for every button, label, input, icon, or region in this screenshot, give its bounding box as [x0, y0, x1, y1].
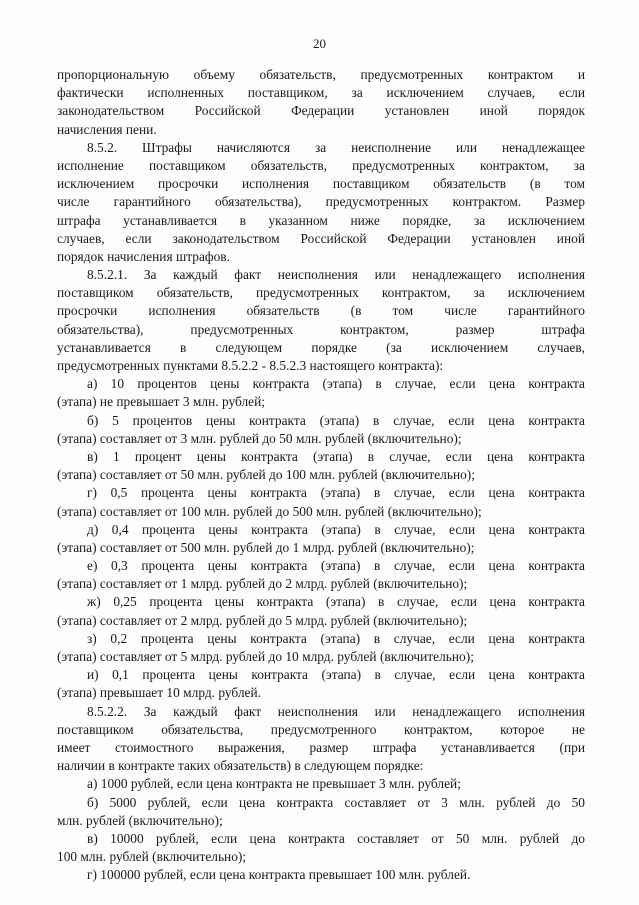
text-line: г) 100000 рублей, если цена контракта превышает 100 млн. рублей.: [87, 867, 471, 883]
text-line: 8.5.2.1. За каждый факт неисполнения или ненадлежащего исполнения: [87, 267, 585, 283]
text-line: имеет стоимостного выражения, размер штрафа устанавливается (при: [57, 739, 585, 755]
page-number: 20: [313, 36, 326, 51]
text-line: поставщиком обязательства, предусмотренного контрактом, которое не: [57, 721, 585, 737]
text-line: д) 0,4 процента цены контракта (этапа) в случае, если цена контракта: [87, 521, 585, 537]
text-line: (этапа) составляет от 500 млн. рублей до 1 млрд. рублей (включительно);: [57, 539, 475, 555]
text-line: (этапа) не превышает 3 млн. рублей;: [57, 394, 265, 410]
text-line: 100 млн. рублей (включительно);: [57, 849, 247, 865]
text-line: г) 0,5 процента цены контракта (этапа) в случае, если цена контракта: [87, 485, 585, 501]
text-line: начисления пени.: [57, 121, 157, 137]
text-line: (этапа) составляет от 2 млрд. рублей до 5 млрд. рублей (включительно);: [57, 612, 468, 628]
text-line: (этапа) составляет от 1 млрд. рублей до 2 млрд. рублей (включительно);: [57, 576, 468, 592]
text-line: исполнение поставщиком обязательств, предусмотренных контрактом, за: [57, 157, 585, 173]
text-line: (этапа) составляет от 5 млрд. рублей до 10 млрд. рублей (включительно);: [57, 649, 474, 664]
text-line: пропорциональную объему обязательств, предусмотренных контрактом и: [57, 67, 585, 82]
text-line: и) 0,1 процента цены контракта (этапа) в случае, если цена контракта: [87, 667, 585, 683]
text-line: порядок начисления штрафов.: [57, 248, 230, 264]
document-body: [57, 66, 585, 884]
text-line: б) 5000 рублей, если цена контракта составляет от 3 млн. рублей до 50: [87, 794, 585, 810]
text-line: а) 10 процентов цены контракта (этапа) в случае, если цена контракта: [87, 376, 585, 392]
text-line: штрафа устанавливается в указанном ниже порядке, за исключением: [57, 212, 585, 228]
text-line: случаев, если законодательством Российской Федерации установлен иной: [57, 230, 585, 246]
text-line: з) 0,2 процента цены контракта (этапа) в случае, если цена контракта: [87, 630, 585, 646]
text-line: фактически исполненных поставщиком, за исключением случаев, если: [57, 85, 585, 101]
text-line: исключением просрочки исполнения поставщиком обязательств (в том: [57, 176, 585, 192]
text-line: (этапа) составляет от 100 млн. рублей до 500 млн. рублей (включительно);: [57, 503, 482, 519]
text-line: е) 0,3 процента цены контракта (этапа) в случае, если цена контракта: [87, 558, 585, 574]
text-line: 8.5.2.2. За каждый факт неисполнения или ненадлежащего исполнения: [87, 703, 585, 719]
text-line: 8.5.2. Штрафы начисляются за неисполнение или ненадлежащее: [87, 139, 585, 155]
text-line: (этапа) составляет от 3 млн. рублей до 50 млн. рублей (включительно);: [57, 430, 462, 446]
text-line: ж) 0,25 процента цены контракта (этапа) в случае, если цена контракта: [87, 594, 585, 610]
text-line: просрочки исполнения обязательств (в том числе гарантийного: [57, 303, 585, 319]
text-line: обязательства), предусмотренных контрактом, размер штрафа: [57, 321, 585, 337]
text-line: предусмотренных пунктами 8.5.2.2 - 8.5.2.3 настоящего контракта):: [57, 358, 444, 373]
text-line: б) 5 процентов цены контракта (этапа) в случае, если цена контракта: [87, 412, 585, 428]
text-line: в) 10000 рублей, если цена контракта составляет от 50 млн. рублей до: [87, 830, 585, 846]
text-line: устанавливается в следующем порядке (за исключением случаев,: [57, 339, 585, 355]
text-line: законодательством Российской Федерации установлен иной порядок: [57, 103, 585, 119]
text-line: наличии в контракте таких обязательств) в следующем порядке:: [57, 758, 424, 774]
text-line: млн. рублей (включительно);: [57, 812, 223, 828]
text-line: поставщиком обязательств, предусмотренных контрактом, за исключением: [57, 285, 585, 301]
text-line: а) 1000 рублей, если цена контракта не превышает 3 млн. рублей;: [87, 776, 461, 792]
text-line: (этапа) составляет от 50 млн. рублей до 100 млн. рублей (включительно);: [57, 467, 475, 483]
text-line: числе гарантийного обязательства), предусмотренных контрактом. Размер: [57, 194, 585, 210]
text-line: в) 1 процент цены контракта (этапа) в случае, если цена контракта: [87, 448, 585, 464]
text-line: (этапа) превышает 10 млрд. рублей.: [57, 685, 262, 701]
